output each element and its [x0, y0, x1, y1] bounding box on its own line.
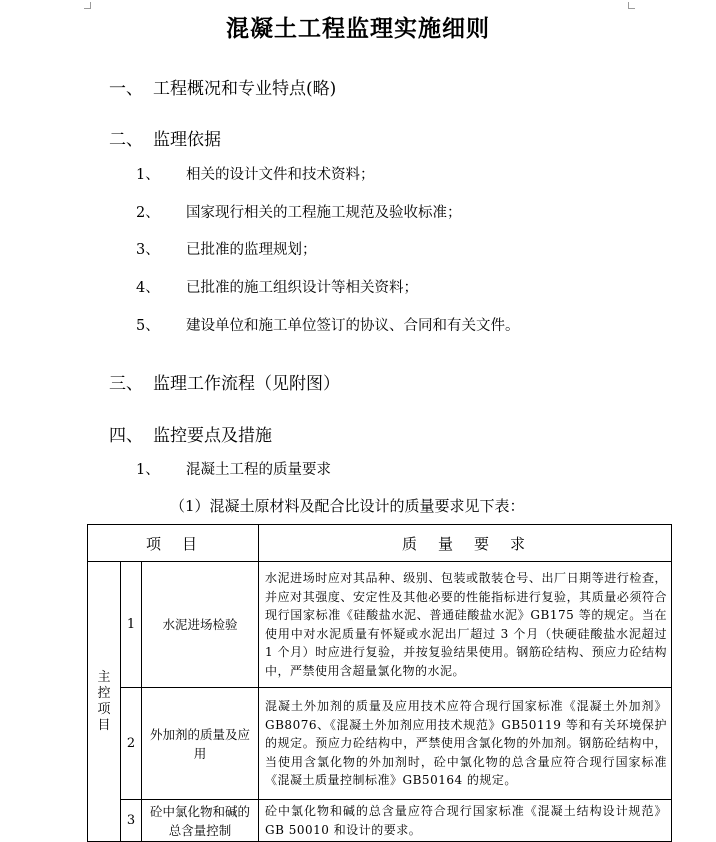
row-index: 1 [121, 562, 142, 688]
item-number: 1、 [136, 462, 160, 478]
item-number: 4、 [136, 280, 160, 296]
section-text: 监理工作流程（见附图） [153, 374, 340, 394]
row-item-name: 砼中氯化物和碱的总含量控制 [142, 800, 259, 842]
page-corner-mark-left [84, 2, 91, 9]
row-requirement: 砼中氯化物和碱的总含量应符合现行国家标准《混凝土结构设计规范》GB 50010 和设计的要求。 [259, 800, 672, 842]
row-requirement: 混凝土外加剂的质量及应用技术应符合现行国家标准《混凝土外加剂》GB8076、《混凝土外加剂应用技术规范》GB50119 等和有关环境保护的规定。预应力砼结构中，严禁使用含氯化物的外加剂。钢筋砼结构中，当使用含氯化物的外加剂时，砼中氯化物的总含量应符合现行国家标准《混凝土质量控制标准》GB50164 的规定。 [259, 688, 672, 800]
item-number: 1、 [136, 167, 160, 183]
item-number: 3、 [136, 242, 160, 258]
header-requirement: 质 量 要 求 [259, 525, 672, 562]
item-text: 已批准的监理规划； [186, 242, 317, 258]
section-text: 监理依据 [153, 130, 221, 150]
section-number: 三、 [109, 374, 143, 394]
section-number: 一、 [109, 79, 143, 99]
row-index: 2 [121, 688, 142, 800]
group-label: 主控项目 [97, 669, 111, 733]
header-item: 项 目 [88, 525, 259, 562]
item-text: 国家现行相关的工程施工规范及验收标准； [186, 205, 462, 221]
item-text: 已批准的施工组织设计等相关资料； [186, 280, 418, 296]
item-text: 混凝土工程的质量要求 [186, 462, 331, 478]
table-intro: （1）混凝土原材料及配合比设计的质量要求见下表： [170, 497, 525, 515]
item-number: 5、 [136, 318, 160, 334]
table-row [88, 800, 672, 842]
section-number: 四、 [109, 426, 143, 446]
group-cell [88, 562, 121, 842]
table-row [88, 688, 672, 800]
item-number: 2、 [136, 205, 160, 221]
quality-requirements-table [87, 524, 672, 842]
document-title: 混凝土工程监理实施细则 [226, 15, 490, 42]
section-text: 工程概况和专业特点(略) [153, 79, 337, 99]
item-text: 建设单位和施工单位签订的协议、合同和有关文件。 [186, 318, 520, 334]
row-requirement: 水泥进场时应对其品种、级别、包装或散装仓号、出厂日期等进行检查，并应对其强度、安定性及其他必要的性能指标进行复验，其质量必须符合现行国家标准《硅酸盐水泥、普通硅酸盐水泥》GB175 等的规定。当在使用中对水泥质量有怀疑或水泥出厂超过 3 个月（快硬硅酸盐水泥超过 1 个月）时应进行复验，并按复验结果使用。钢筋砼结构、预应力砼结构中，严禁使用含超量氯化物的水泥。 [259, 562, 672, 688]
table-row [88, 562, 672, 688]
section-number: 二、 [109, 130, 143, 150]
row-index: 3 [121, 800, 142, 842]
row-item-name: 水泥进场检验 [142, 562, 259, 688]
page-corner-mark-right [628, 2, 635, 9]
item-text: 相关的设计文件和技术资料； [186, 167, 375, 183]
row-item-name: 外加剂的质量及应用 [142, 688, 259, 800]
section-text: 监控要点及措施 [153, 426, 272, 446]
table-header-row [88, 525, 672, 562]
